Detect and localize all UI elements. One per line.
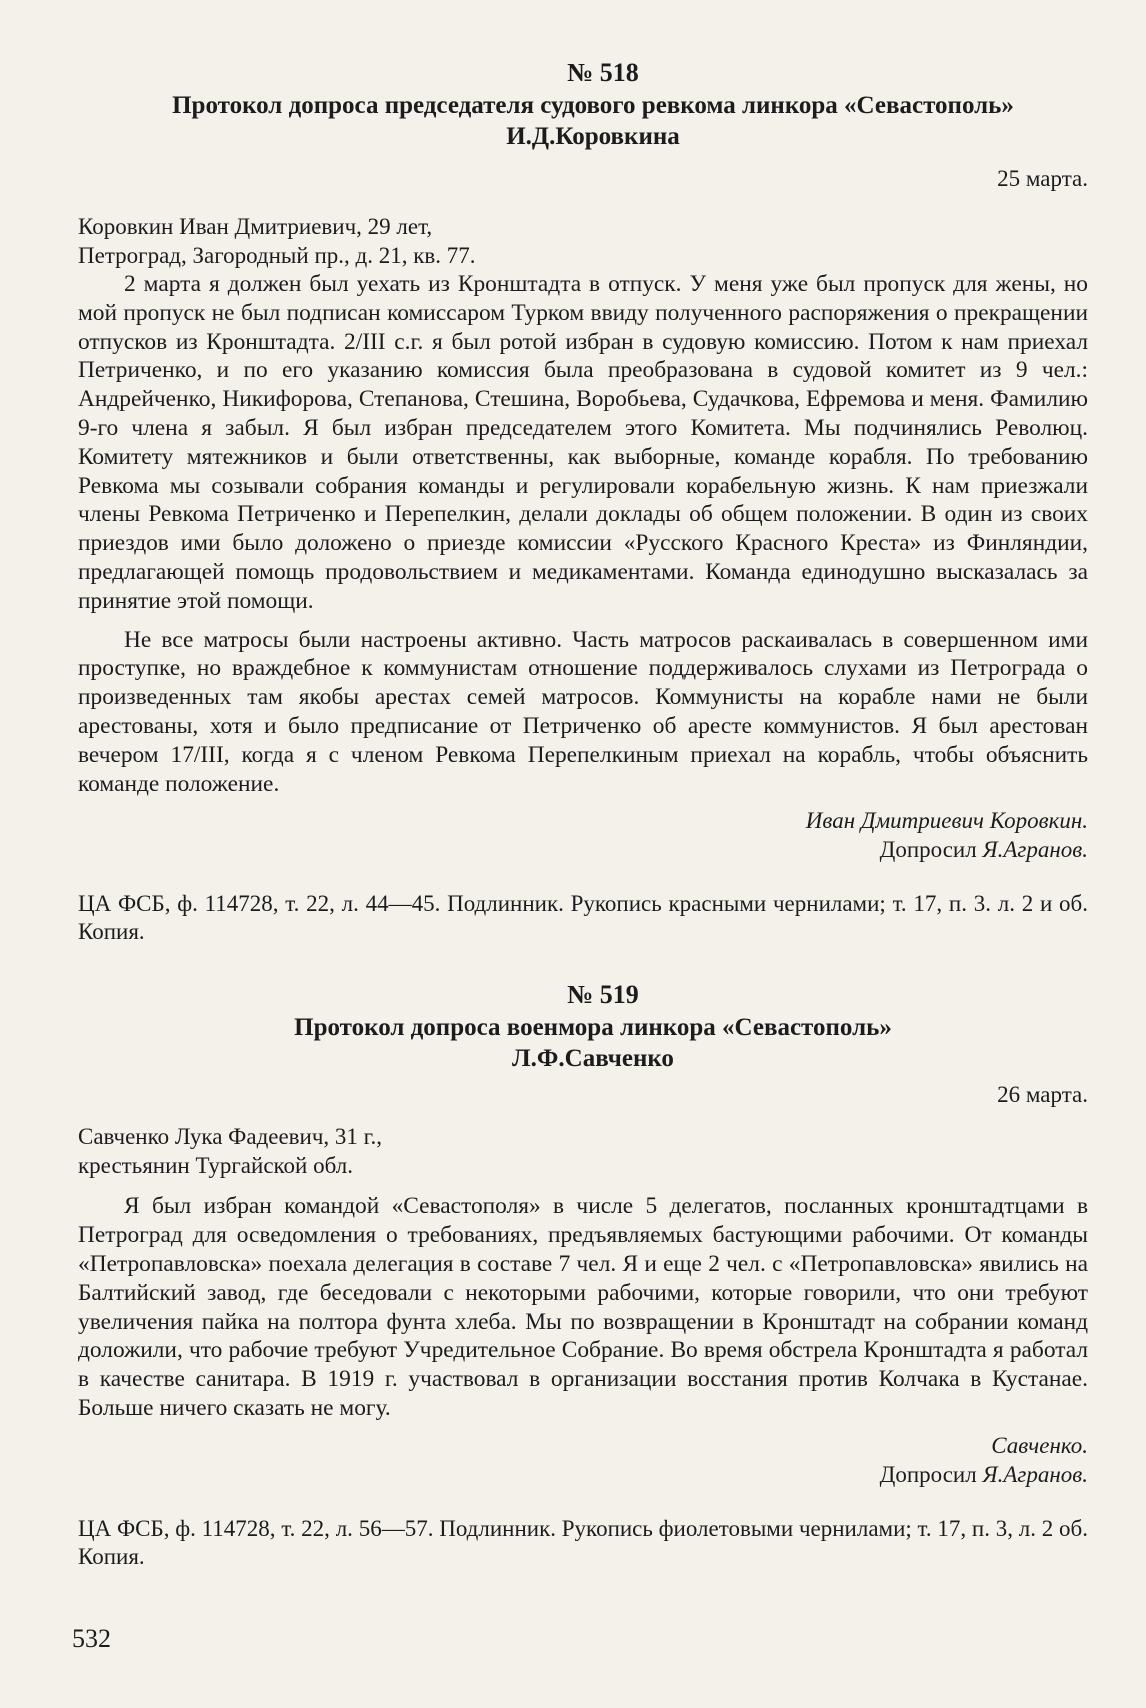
document-number: № 518 <box>567 58 639 87</box>
document-number: № 519 <box>567 980 639 1010</box>
document-518 <box>78 58 1088 946</box>
paragraph: Не все матросы были настроены активно. Часть матросов раскаивалась в совершенном ими проступке, но враждебное к коммунистам отношение поддерживалось слухами из Петрограда о произведенных там якобы арестах семей матросов. Коммунисты на корабле нами не были арестованы, хотя и было предписание от Петриченко об аресте коммунистов. Я был арестован вечером 17/III, когда я с членом Ревкома Перепелкиным приехал на корабль, чтобы объяснить команде положение. <box>78 626 1088 797</box>
signature: Иван Дмитриевич Коровкин. <box>805 808 1088 834</box>
document-title <box>78 90 1088 152</box>
signatures <box>78 806 1088 864</box>
document-title-line: И.Д.Коровкина <box>506 123 680 150</box>
document-title-line: Протокол допроса председателя судового ревкома линкора «Севастополь» <box>172 92 1014 119</box>
page-number: 532 <box>72 1624 111 1653</box>
person-address: Петроград, Загородный пр., д. 21, кв. 77. <box>78 243 476 268</box>
person-details <box>78 212 1088 270</box>
archive-source: ЦА ФСБ, ф. 114728, т. 22, л. 56—57. Подлинник. Рукопись фиолетовыми чернилами; т. 17, п. 3, л. 2 об. Копия. <box>78 1515 1088 1569</box>
interrogator-line <box>78 1460 1088 1489</box>
signature: Савченко. <box>991 1432 1088 1458</box>
archive-source: ЦА ФСБ, ф. 114728, т. 22, л. 44—45. Подлинник. Рукопись красными чернилами; т. 17, п. 3. л. 2 и об. Копия. <box>78 891 1088 945</box>
document-date: 26 марта. <box>997 1082 1088 1108</box>
paragraph: 2 марта я должен был уехать из Кронштадта в отпуск. У меня уже был пропуск для жены, но мой пропуск не был подписан комиссаром Турком ввиду полученного распоряжения о прекращении отпусков из Кронштадта. 2/III с.г. я был ротой избран в судовую комиссию. Потом к нам приехал Петриченко, и по его указанию комиссия была преобразована в судовой комитет из 9 чел.: Андрейченко, Никифорова, Степанова, Стешина, Воробьева, Судачкова, Ефремова и меня. Фамилию 9-го члена я забыл. Я был избран председателем этого Комитета. Мы подчинялись Революц. Комитету мятежников и были ответственны, как выборные, команде корабля. По требованию Ревкома мы созывали собрания команды и регулировали корабельную жизнь. К нам приезжали члены Ревкома Петриченко и Перепелкин, делали доклады об общем положении. В один из своих приездов ими было доложено о приезде комиссии «Русского Красного Креста» из Финляндии, предлагающей помощь продовольствием и медикаментами. Команда единодушно высказалась за принятие этой помощи. <box>78 271 1088 614</box>
person-details <box>78 1122 1088 1180</box>
person-occupation: крестьянин Тургайской обл. <box>78 1153 353 1179</box>
interrogator-line <box>78 835 1088 864</box>
interrogator-name: Я.Агранов. <box>982 1461 1088 1487</box>
document-date: 25 марта. <box>997 166 1088 191</box>
signatures <box>78 1431 1088 1489</box>
interrogator-label: Допросил <box>879 1461 983 1487</box>
document-519 <box>78 980 1088 1570</box>
paragraph: Я был избран командой «Севастополя» в числе 5 делегатов, посланных кронштадтцами в Петроград для осведомления о требованиях, предъявляемых бастующими рабочими. От команды «Петропавловска» поехала делегация в составе 7 чел. Я и еще 2 чел. с «Петропавловска» явились на Балтийский завод, где беседовали с некоторыми рабочими, которые говорили, что они требуют увеличения пайка на полтора фунта хлеба. Мы по возвращении в Кронштадт на собрании команд доложили, что рабочие требуют Учредительное Собрание. Во время обстрела Кронштадта я работал в качестве санитара. В 1919 г. участвовал в организации восстания против Колчака в Кустанае. Больше ничего сказать не могу. <box>78 1193 1088 1421</box>
document-title-line: Протокол допроса военмора линкора «Севастополь» <box>294 1014 892 1042</box>
person-name-age: Савченко Лука Фадеевич, 31 г., <box>78 1124 383 1150</box>
interrogator-label: Допросил <box>879 837 983 863</box>
person-name-age: Коровкин Иван Дмитриевич, 29 лет, <box>78 214 433 239</box>
interrogator-name: Я.Агранов. <box>982 837 1088 863</box>
document-title-line: Л.Ф.Савченко <box>512 1045 674 1073</box>
document-title <box>78 1012 1088 1074</box>
